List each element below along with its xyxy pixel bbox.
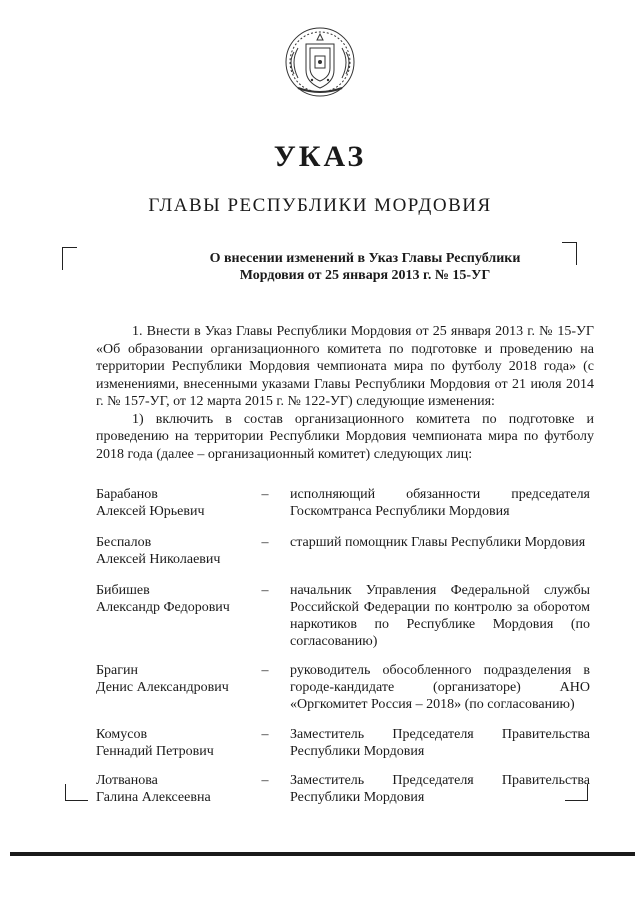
- decree-body: [96, 323, 594, 463]
- dash-separator: –: [261, 487, 269, 502]
- corner-mark-bottom-left: [65, 784, 88, 801]
- person-name: [96, 534, 256, 568]
- person-surname: Барабанов: [96, 487, 158, 502]
- corner-mark-top-left: [62, 247, 77, 270]
- person-given-names: Денис Александрович: [96, 680, 229, 695]
- corner-mark-bottom-right: [565, 784, 588, 801]
- dash-separator: –: [261, 583, 269, 598]
- dash-separator: –: [261, 663, 269, 678]
- paragraph-1: 1. Внести в Указ Главы Республики Мордовия от 25 января 2013 г. № 15-УГ «Об образовании организационного комитета по подготовке и проведению на территории Республики Мордовия чемпионата мира по футболу 2018 года» (с изменениями, внесенными указами Главы Республики Мордовия от 21 июля 2014 г. № 157-УГ, от 12 марта 2015 г. № 122-УГ) следующие изменения:: [96, 324, 594, 409]
- person-position: начальник Управления Федеральной службы Российской Федерации по контролю за оборотом наркотиков по Республике Мордовия (по согласованию): [290, 583, 590, 649]
- person-given-names: Александр Федорович: [96, 600, 230, 615]
- person-position: исполняющий обязанности председателя Госкомтранса Республики Мордовия: [290, 487, 590, 519]
- person-surname: Лотванова: [96, 773, 158, 788]
- paragraph-2: 1) включить в состав организационного комитета по подготовке и проведению на территории Республики Мордовия чемпионата мира по футболу 2018 года (далее – организационный комитет) следующих лиц:: [96, 411, 594, 462]
- person-given-names: Алексей Николаевич: [96, 552, 221, 567]
- decree-title: УКАЗ: [273, 140, 367, 173]
- person-given-names: Геннадий Петрович: [96, 744, 214, 759]
- dash-separator: –: [261, 535, 269, 550]
- dash-separator: –: [261, 773, 269, 788]
- person-surname: Беспалов: [96, 535, 152, 550]
- person-given-names: Алексей Юрьевич: [96, 504, 205, 519]
- person-name: [96, 726, 256, 760]
- bottom-divider: [10, 852, 635, 856]
- person-position: Заместитель Председателя Правительства Республики Мордовия: [290, 773, 590, 805]
- person-position: Заместитель Председателя Правительства Республики Мордовия: [290, 727, 590, 759]
- decree-heading: [160, 250, 570, 284]
- person-name: [96, 582, 256, 616]
- person-surname: Брагин: [96, 663, 138, 678]
- dash-separator: –: [261, 727, 269, 742]
- person-name: [96, 772, 256, 806]
- person-position: старший помощник Главы Республики Мордовия: [290, 535, 586, 550]
- heading-line-2: Мордовия от 25 января 2013 г. № 15-УГ: [239, 268, 491, 283]
- person-name: [96, 662, 256, 696]
- decree-subtitle: ГЛАВЫ РЕСПУБЛИКИ МОРДОВИЯ: [148, 195, 492, 216]
- person-position: руководитель обособленного подразделения в городе-кандидате (организаторе) АНО «Оргкомитет Россия – 2018» (по согласованию): [290, 663, 590, 712]
- heading-line-1: О внесении изменений в Указ Главы Республики: [209, 251, 521, 266]
- person-given-names: Галина Алексеевна: [96, 790, 211, 805]
- person-name: [96, 486, 256, 520]
- person-surname: Комусов: [96, 727, 148, 742]
- person-surname: Бибишев: [96, 583, 150, 598]
- coat-of-arms-emblem: [280, 22, 360, 100]
